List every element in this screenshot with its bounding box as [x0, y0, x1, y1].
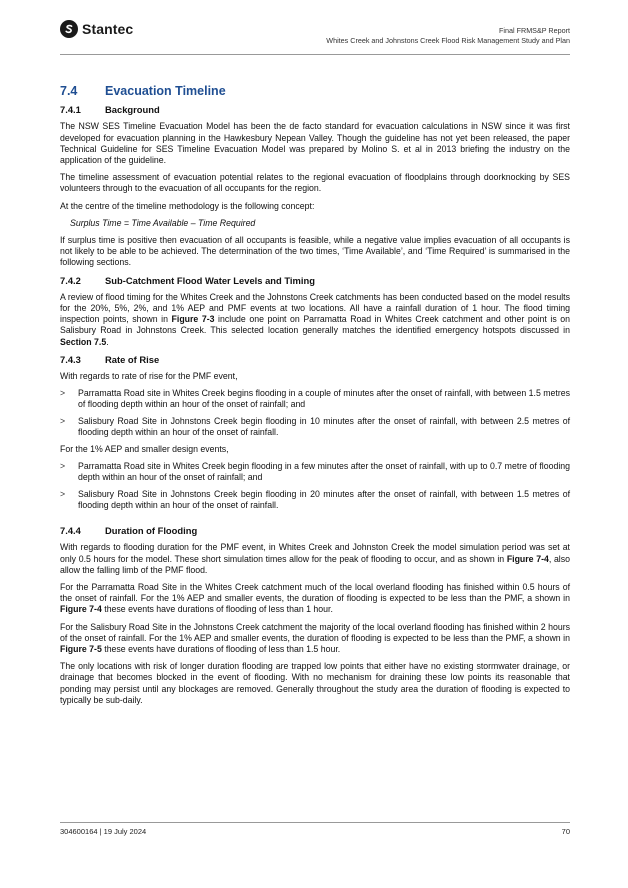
subsection-heading-background [60, 104, 570, 115]
list-item-text: Salisbury Road Site in Johnstons Creek begin flooding in 10 minutes after the onset of rainfall, with between 2.5 metres of flooding depth within an hour of the onset of rainfall. [78, 415, 570, 437]
logo-text: Stantec [82, 21, 134, 37]
paragraph: At the centre of the timeline methodology is the following concept: [60, 200, 315, 211]
paragraph: The timeline assessment of evacuation potential relates to the regional evacuation of floodplains through doorknocking by SES volunteers through to the evacuation of all occupants for the region. [60, 172, 570, 194]
paragraph [60, 622, 570, 656]
page-header [60, 18, 570, 56]
text-run: A review of flood timing for the Whites Creek and the Johnstons Creek catchments has been conducted based on the model results for the 20%, 5%, 2%, and 1% AEP and PMF events at two locations. All have a rainfall duration of 1 hour. The flood timing inspection points, shown in [60, 291, 570, 325]
list-item [60, 388, 570, 410]
stantec-logo-icon [60, 20, 78, 38]
report-title-line2: Whites Creek and Johnstons Creek Flood Risk Management Study and Plan [326, 36, 570, 45]
figure-reference: Figure 7-3 [171, 314, 215, 325]
paragraph: With regards to rate of rise for the PMF event, [60, 371, 238, 382]
text-run: With regards to flooding duration for the PMF event, in Whites Creek and Johnston Creek the model simulation period was set at only 0.5 hours for the model. These short simulation times allow for the peak of flooding to occur, and as shown in [60, 542, 570, 564]
subsection-number: 7.4.4 [60, 525, 81, 537]
list-item [60, 489, 570, 511]
section-title: Evacuation Timeline [105, 84, 226, 98]
subsection-heading-duration [60, 525, 570, 536]
pmf-bullet-list [60, 388, 570, 438]
paragraph: If surplus time is positive then evacuation of all occupants is feasible, while a negative value implies evacuation of all occupants is not likely to be able to be achieved. The determination of the two times, ‘Time Available’, and ‘Time Required’ is summarised in the following sections. [60, 235, 570, 268]
page-body [60, 86, 570, 712]
section-heading [60, 86, 570, 97]
formula: Surplus Time = Time Available – Time Required [70, 217, 256, 228]
paragraph: The only locations with risk of longer duration flooding are trapped low points that either have no existing stormwater drainage, or drainage that becomes blocked in the event of flooding. With no mechanism for draining these low points its reasonable that ponding may persist until any blockages are removed. Generally throughout the study area the duration of flooding is expected to typically be sub-daily. [60, 661, 570, 705]
list-item [60, 416, 570, 438]
paragraph [60, 292, 570, 348]
bullet-marker: > [60, 488, 66, 499]
subsection-heading-rate-of-rise [60, 354, 570, 365]
subsection-title: Background [105, 104, 160, 116]
list-item-text: Parramatta Road site in Whites Creek begin flooding in a few minutes after the onset of rainfall, with up to 0.7 metre of flooding depth within an hour of the onset of rainfall; and [78, 461, 570, 483]
figure-reference: Figure 7-5 [60, 643, 102, 654]
bullet-marker: > [60, 461, 66, 472]
text-run: these events have durations of flooding of less than 1 hour. [101, 604, 333, 615]
aep-bullet-list [60, 461, 570, 511]
list-item-text: Salisbury Road Site in Johnstons Creek begin flooding in 20 minutes after the onset of rainfall, with between 1.5 metres of flooding depth within an hour of the onset of rainfall. [78, 488, 570, 510]
document-id-date: 304600164 | 19 July 2024 [60, 827, 147, 836]
subsection-title: Sub-Catchment Flood Water Levels and Timing [105, 274, 315, 286]
page-footer [60, 827, 570, 836]
list-item [60, 461, 570, 483]
footer-divider [60, 822, 570, 823]
bullet-marker: > [60, 388, 66, 399]
report-title [326, 26, 570, 46]
figure-reference: Figure 7-4 [60, 604, 102, 615]
header-divider [60, 54, 570, 55]
text-run: , also allow the falling limb of the PMF flood. [60, 553, 570, 575]
paragraph [60, 542, 570, 576]
section-reference: Section 7.5 [60, 336, 107, 347]
text-run: these events have durations of flooding of less than 1.5 hour. [101, 643, 341, 654]
figure-reference: Figure 7-4 [506, 553, 549, 564]
stantec-logo [60, 20, 133, 38]
page-number: 70 [561, 827, 570, 836]
list-item-text: Parramatta Road site in Whites Creek begins flooding in a couple of minutes after the onset of rainfall, with between 1.5 metres of flooding depth within an hour of the onset of rainfall; and [78, 388, 570, 410]
text-run: For the Parramatta Road Site in the Whites Creek catchment much of the local overland flooding has finished within 0.5 hours of the onset of rainfall. For the 1% AEP and smaller events, the duration of flooding is expected to be less than the PMF, a shown in [60, 581, 570, 604]
subsection-title: Rate of Rise [105, 353, 160, 365]
subsection-heading-flood-levels [60, 275, 570, 286]
text-run: include one point on Parramatta Road in Whites Creek catchment and other point is on Salisbury Road in Johnstons Creek. This selected location generally matches the identified emergency hotspots discussed in [60, 314, 570, 336]
section-number: 7.4 [60, 84, 78, 98]
paragraph [60, 582, 570, 616]
text-run: . [106, 336, 109, 347]
bullet-marker: > [60, 415, 66, 426]
subsection-title: Duration of Flooding [105, 525, 198, 537]
paragraph: The NSW SES Timeline Evacuation Model has been the de facto standard for evacuation calculations in NSW since it was first developed for evacuation planning in the Hawkesbury Nepean Valley. Though the guideline has not yet been released, the paper Technical Guideline for SES Timeline Evacuation Model was prepared by Molino S. et al in 2013 briefing the industry on the application of the guideline. [60, 121, 570, 166]
subsection-number: 7.4.2 [60, 274, 81, 286]
report-title-line1: Final FRMS&P Report [499, 26, 570, 35]
subsection-number: 7.4.3 [60, 353, 81, 365]
spacer [60, 517, 570, 525]
paragraph: For the 1% AEP and smaller design events, [60, 444, 229, 455]
text-run: For the Salisbury Road Site in the Johnstons Creek catchment the majority of the local overland flooding has finished within 2 hours of the onset of rainfall. For the 1% AEP and smaller events, the duration of flooding is expected to be less than the PMF, a shown in [60, 621, 570, 643]
subsection-number: 7.4.1 [60, 104, 81, 116]
